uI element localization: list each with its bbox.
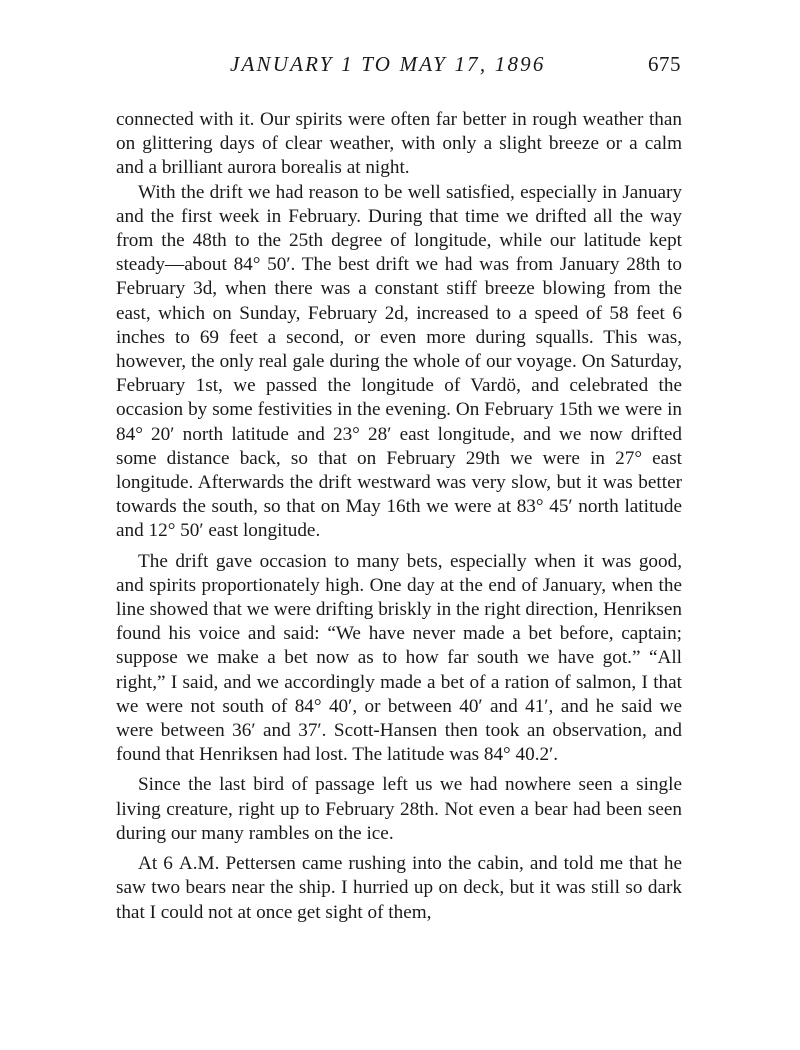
running-head bbox=[0, 52, 800, 82]
body-text bbox=[116, 108, 682, 925]
paragraph-3: The drift gave occasion to many bets, especially when it was good, and spirits proportionately high. One day at the end of January, when the line showed that we were drifting briskly in the right direction, Henriksen found his voice and said: “We have never made a bet before, captain; suppose we make a bet now as to how far south we have got.” “All right,” I said, and we accordingly made a bet of a ration of salmon, I that we were not south of 84° 40′, or between 40′ and 41′, and he said we were between 36′ and 37′. Scott-Hansen then took an observation, and found that Henriksen had lost. The latitude was 84° 40.2′. bbox=[116, 550, 682, 766]
paragraph-4: Since the last bird of passage left us we had nowhere seen a single living creature, right up to February 28th. Not even a bear had been seen during our many rambles on the ice. bbox=[116, 774, 682, 844]
paragraph-1: connected with it. Our spirits were often far better in rough weather than on glittering days of clear weather, with only a slight breeze or a calm and a brilliant aurora borealis at night. bbox=[116, 109, 682, 179]
paragraph-2: With the drift we had reason to be well satisfied, especially in January and the first week in February. During that time we drifted all the way from the 48th to the 25th degree of longitude, while our latitude kept steady—about 84° 50′. The best drift we had was from January 28th to February 3d, when there was a constant stiff breeze blowing from the east, which on Sunday, February 2d, increased to a speed of 58 feet 6 inches to 69 feet a second, or even more during squalls. This was, however, the only real gale during the whole of our voyage. On Saturday, February 1st, we passed the longitude of Vardö, and celebrated the occasion by some festivities in the evening. On February 15th we were in 84° 20′ north latitude and 23° 28′ east longitude, and we now drifted some distance back, so that on February 29th we were in 27° east longitude. Afterwards the drift westward was very slow, but it was better towards the south, so that on May 16th we were at 83° 45′ north latitude and 12° 50′ east longitude. bbox=[116, 181, 682, 542]
running-title: JANUARY 1 TO MAY 17, 1896 bbox=[230, 52, 546, 76]
paragraph-5 bbox=[116, 852, 682, 925]
time-abbreviation: A.M. bbox=[178, 853, 220, 875]
page-number: 675 bbox=[648, 52, 681, 76]
paragraph-5-lead: At 6 bbox=[138, 853, 179, 875]
paragraph-5-text: Pettersen came rushing into the cabin, and told me that he saw two bears near the ship. I hurried up on deck, but it was still so dark that I could not at once get sight of them, bbox=[116, 853, 682, 923]
